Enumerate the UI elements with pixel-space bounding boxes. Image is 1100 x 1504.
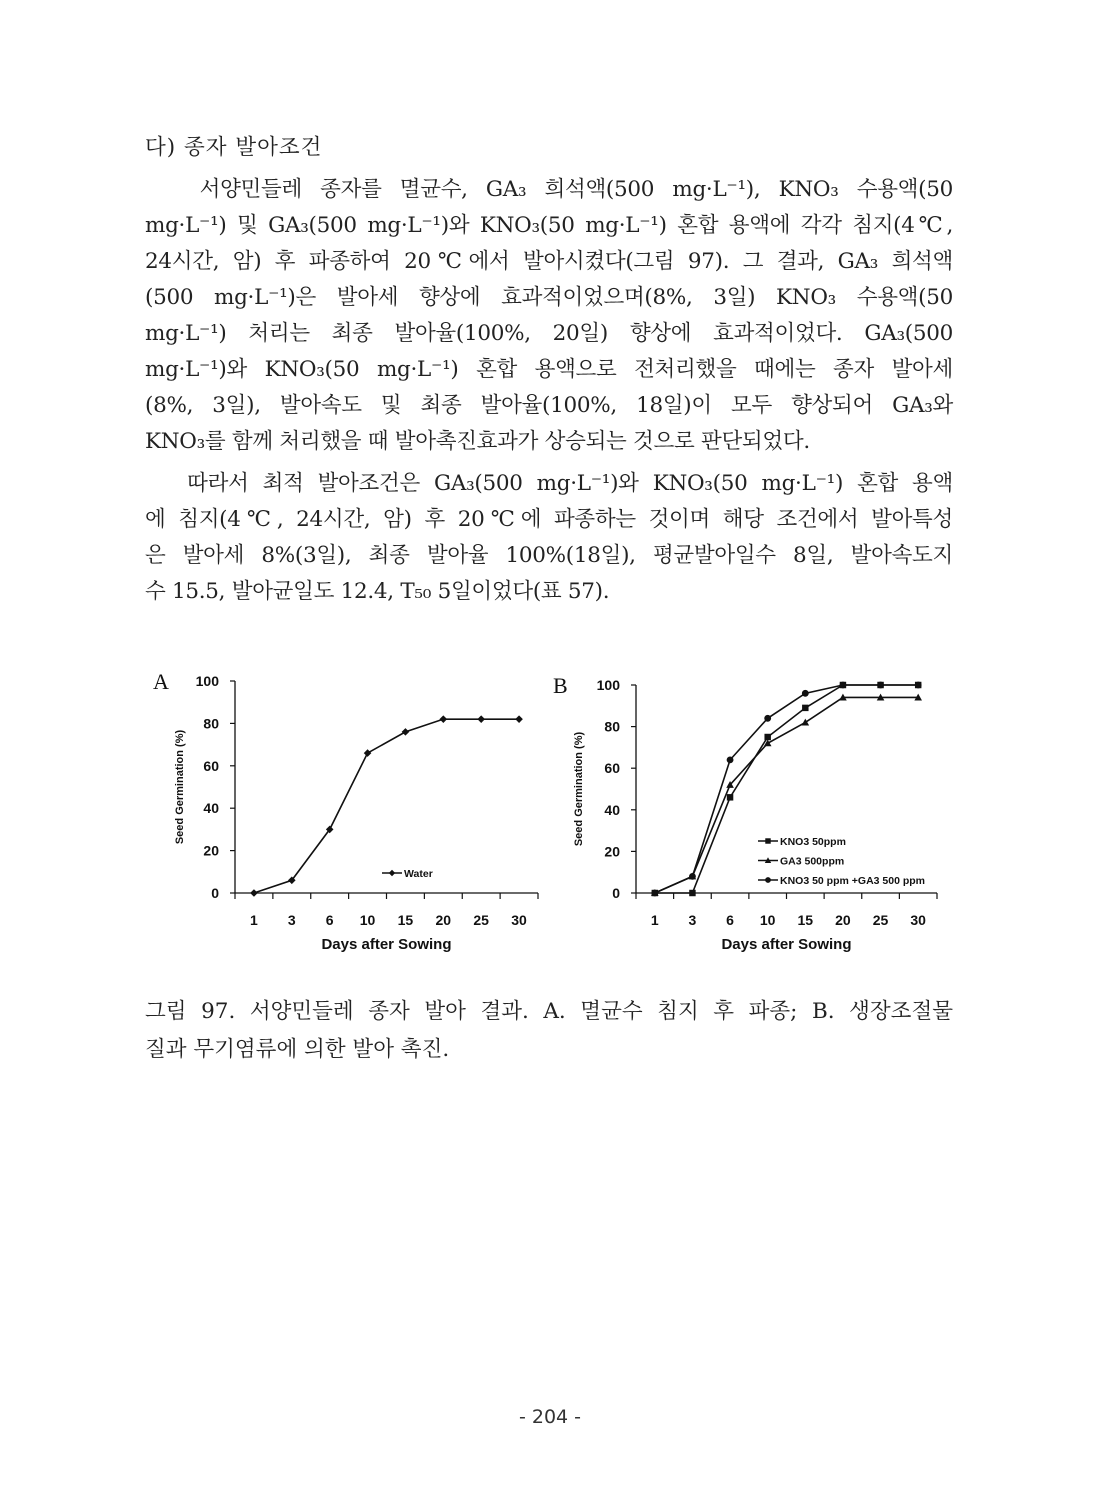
data-point-circle <box>877 682 884 689</box>
x-tick-label: 20 <box>835 912 851 928</box>
paragraph-line: (500 mg·L⁻¹)은 발아세 향상에 효과적이었으며(8%, 3일) KNO₃ 수용액(50 <box>145 285 953 310</box>
data-point-circle <box>764 715 771 722</box>
data-point-square <box>727 794 733 800</box>
x-tick-label: 25 <box>872 912 889 928</box>
x-tick-label: 6 <box>325 912 334 928</box>
legend-label: Water <box>404 868 433 880</box>
y-tick-label: 80 <box>203 715 219 732</box>
y-tick-label: 60 <box>604 760 620 777</box>
y-tick-label: 40 <box>203 800 219 817</box>
y-tick-label: 100 <box>596 677 620 693</box>
paragraph-line: 따라서 최적 발아조건은 GA₃(500 mg·L⁻¹)와 KNO₃(50 mg·L⁻¹) 혼합 용액 <box>145 471 953 496</box>
x-tick-label: 20 <box>435 912 452 928</box>
x-tick-label: 3 <box>688 912 697 928</box>
data-point-circle <box>651 890 658 897</box>
caption-line: 그림 97. 서양민들레 종자 발아 결과. A. 멸균수 침지 후 파종; B. 생장조절물 <box>145 999 953 1024</box>
paragraph-line: mg·L⁻¹) 처리는 최종 발아율(100%, 20일) 향상에 효과적이었다. GA₃(500 <box>145 321 953 346</box>
paragraph-line: 에 침지(4℃, 24시간, 암) 후 20℃에 파종하는 것이며 해당 조건에서 발아특성 <box>145 507 953 532</box>
y-tick-label: 0 <box>211 885 219 901</box>
data-point-circle <box>915 682 922 689</box>
legend-item <box>758 856 844 868</box>
data-point-circle <box>840 682 847 689</box>
y-tick-label: 80 <box>604 718 620 735</box>
x-tick-label: 1 <box>650 912 659 928</box>
legend-item <box>758 836 846 848</box>
legend-label: KNO3 50ppm <box>780 836 846 848</box>
data-point-square <box>765 838 770 843</box>
paragraph-line: (8%, 3일), 발아속도 및 최종 발아율(100%, 18일)이 모두 향상되어 GA₃와 <box>145 393 953 418</box>
y-tick-label: 20 <box>604 843 620 860</box>
paragraph-line: 은 발아세 8%(3일), 최종 발아율 100%(18일), 평균발아일수 8일, 발아속도지 <box>145 543 953 568</box>
paragraph-line: mg·L⁻¹) 및 GA₃(500 mg·L⁻¹)와 KNO₃(50 mg·L⁻¹) 혼합 용액에 각각 침지(4℃, <box>145 213 953 238</box>
x-tick-label: 30 <box>511 912 527 928</box>
y-tick-label: 60 <box>203 757 219 774</box>
x-tick-label: 25 <box>473 912 489 928</box>
data-point-square <box>764 734 770 740</box>
x-tick-label: 15 <box>797 912 814 928</box>
x-tick-label: 6 <box>726 912 734 928</box>
data-point-triangle <box>802 719 810 726</box>
x-tick-label: 10 <box>359 912 376 928</box>
y-axis-title: Seed Germination (%) <box>573 731 585 847</box>
paragraph-line: mg·L⁻¹)와 KNO₃(50 mg·L⁻¹) 혼합 용액으로 전처리했을 때에는 종자 발아세 <box>145 357 953 382</box>
data-point-square <box>689 890 695 896</box>
x-tick-label: 15 <box>397 912 414 928</box>
legend-item <box>758 875 925 887</box>
legend-label: GA3 500ppm <box>780 855 845 868</box>
legend-label: KNO3 50 ppm +GA3 500 ppm <box>780 875 926 887</box>
x-tick-label: 10 <box>759 912 776 928</box>
data-point-circle <box>727 756 734 763</box>
y-tick-label: 20 <box>203 842 219 859</box>
data-point-circle <box>765 877 771 883</box>
paragraph-line: 수 15.5, 발아균일도 12.4, T₅₀ 5일이었다(표 57). <box>145 579 610 604</box>
panel-label: B <box>553 673 568 698</box>
y-tick-label: 40 <box>604 801 620 818</box>
data-point-circle <box>689 873 696 880</box>
x-tick-label: 1 <box>250 912 258 928</box>
caption-line: 질과 무기염류에 의한 발아 촉진. <box>145 1037 450 1062</box>
x-tick-label: 3 <box>287 912 296 928</box>
section-heading: 다) 종자 발아조건 <box>145 135 323 160</box>
data-point-circle <box>802 690 809 697</box>
paragraph-line: 24시간, 암) 후 파종하여 20℃에서 발아시켰다(그림 97). 그 결과, GA₃ 희석액 <box>145 249 953 274</box>
x-tick-label: 30 <box>910 912 926 928</box>
paragraph-line: 서양민들레 종자를 멸균수, GA₃ 희석액(500 mg·L⁻¹), KNO₃ 수용액(50 <box>145 177 953 202</box>
y-tick-label: 0 <box>612 885 620 901</box>
data-point-square <box>802 705 808 711</box>
paragraph-line: KNO₃를 함께 처리했을 때 발아촉진효과가 상승되는 것으로 판단되었다. <box>145 429 810 454</box>
y-tick-label: 100 <box>195 673 219 689</box>
y-axis-title: Seed Germination (%) <box>174 729 186 845</box>
page-number: - 204 - <box>518 1406 582 1428</box>
x-axis-title: Days after Sowing <box>721 936 852 953</box>
x-axis-title: Days after Sowing <box>321 936 452 953</box>
panel-label: A <box>153 669 169 694</box>
